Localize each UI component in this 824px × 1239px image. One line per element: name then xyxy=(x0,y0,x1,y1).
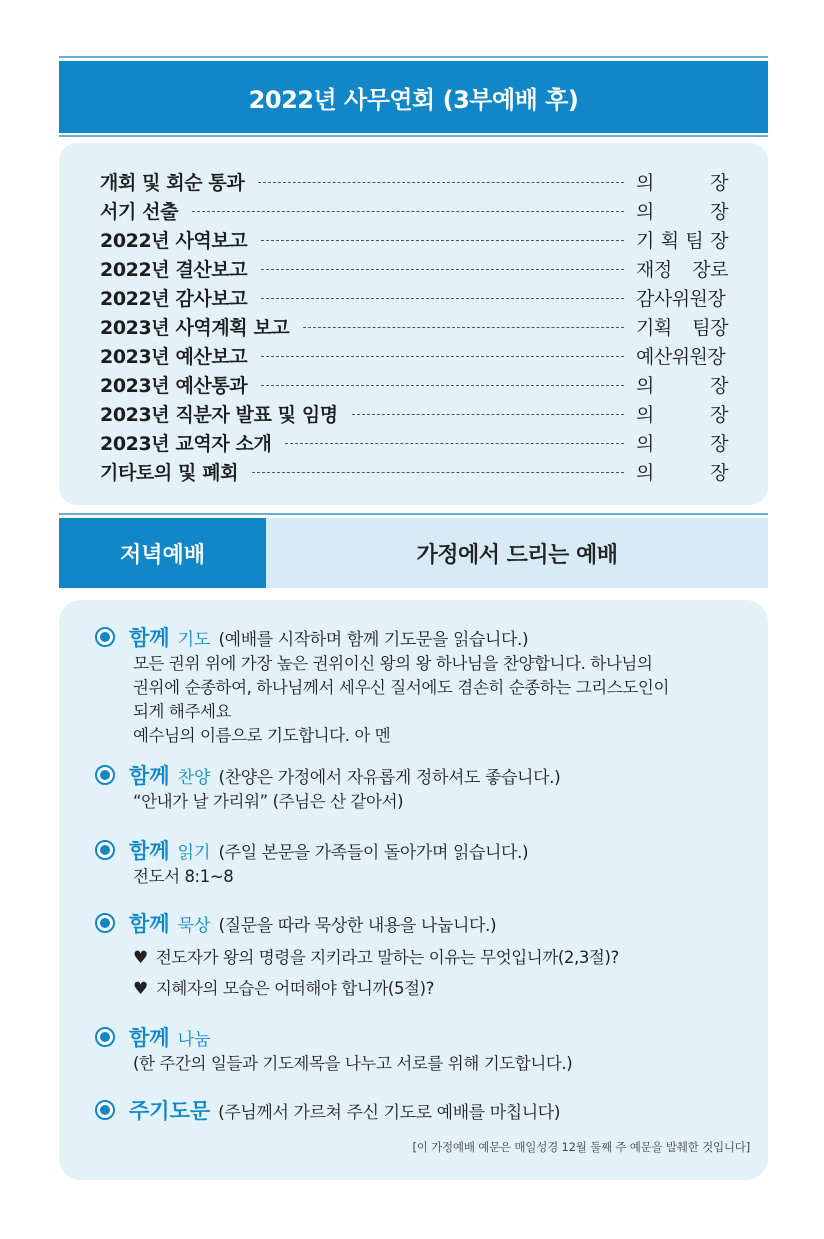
prayer-line: 권위에 순종하여, 하나님께서 세우신 질서에도 겸손히 순종하는 그리스도인이 xyxy=(133,678,670,697)
agenda-role: 예산위원장 xyxy=(636,345,726,368)
agenda-row xyxy=(100,254,728,282)
agenda-role: 의 장 xyxy=(636,171,728,194)
step-prayer xyxy=(95,622,748,748)
section-tag: 저녁예배 xyxy=(59,518,266,588)
step-sharing xyxy=(95,1022,748,1076)
step-subtitle: 나눔 xyxy=(177,1029,211,1050)
agenda-role: 기획 팀장 xyxy=(636,316,728,339)
dotted-leader xyxy=(352,414,624,415)
prayer-line: 모든 권위 위에 가장 높은 권위이신 왕의 왕 하나님을 찬양합니다. 하나님의 xyxy=(133,654,653,673)
sharing-note: (한 주간의 일들과 기도제목을 나누고 서로를 위해 기도합니다.) xyxy=(133,1054,573,1073)
step-subtitle: 찬양 xyxy=(177,767,211,788)
agenda-role: 감사위원장 xyxy=(636,287,726,310)
hymn-title: “안내가 날 가리워” (주님은 산 같아서) xyxy=(133,792,404,811)
heart-icon: ♥ xyxy=(133,947,148,968)
dotted-leader xyxy=(261,240,624,241)
agenda-row xyxy=(100,312,728,340)
agenda-row xyxy=(100,370,728,398)
step-meditation xyxy=(95,908,748,1004)
section-header xyxy=(59,518,768,588)
dotted-leader xyxy=(261,385,624,386)
agenda-role: 의 장 xyxy=(636,374,728,397)
question-text: 전도자가 왕의 명령을 지키라고 말하는 이유는 무엇입니까(2,3절)? xyxy=(155,947,619,967)
dotted-leader xyxy=(261,356,624,357)
step-subtitle: 읽기 xyxy=(177,842,211,863)
agenda-item: 개회 및 회순 통과 xyxy=(100,171,245,194)
step-lords-prayer xyxy=(95,1095,748,1125)
agenda-row xyxy=(100,283,728,311)
step-label: 주기도문 xyxy=(129,1099,211,1123)
circle-bullet-icon xyxy=(95,765,115,785)
step-note: (질문을 따라 묵상한 내용을 나눕니다.) xyxy=(218,915,497,936)
agenda-role: 의 장 xyxy=(636,461,728,484)
agenda-item: 서기 선출 xyxy=(100,200,179,223)
prayer-text xyxy=(133,652,748,748)
dotted-leader xyxy=(261,298,624,299)
step-label: 함께 xyxy=(129,1026,170,1050)
dotted-leader xyxy=(258,182,624,183)
step-subtitle: 기도 xyxy=(177,629,211,650)
circle-bullet-icon xyxy=(95,1100,115,1120)
circle-bullet-icon xyxy=(95,840,115,860)
step-label: 함께 xyxy=(129,626,170,650)
section-title: 가정에서 드리는 예배 xyxy=(416,542,618,568)
question-item xyxy=(133,942,748,973)
title-underline xyxy=(59,135,768,137)
agenda-row xyxy=(100,457,728,485)
worship-order xyxy=(59,600,768,1180)
step-note: (주일 본문을 가족들이 돌아가며 읽습니다.) xyxy=(218,842,529,863)
prayer-line: 되게 해주세요 xyxy=(133,702,232,721)
heart-icon: ♥ xyxy=(133,978,148,999)
dotted-leader xyxy=(303,327,624,328)
agenda-list xyxy=(59,143,768,505)
circle-bullet-icon xyxy=(95,1027,115,1047)
agenda-role: 재정 장로 xyxy=(636,258,728,281)
agenda-row xyxy=(100,167,728,195)
step-label: 함께 xyxy=(129,912,170,936)
agenda-item: 2022년 사역보고 xyxy=(100,229,248,252)
source-footnote: [이 가정예배 예문은 매일성경 12월 둘째 주 예문을 발췌한 것입니다] xyxy=(412,1140,750,1154)
circle-bullet-icon xyxy=(95,913,115,933)
agenda-item: 2023년 예산통과 xyxy=(100,374,248,397)
agenda-item: 기타토의 및 폐회 xyxy=(100,461,239,484)
question-item xyxy=(133,973,748,1004)
circle-bullet-icon xyxy=(95,627,115,647)
top-rule xyxy=(59,56,768,58)
agenda-item: 2022년 결산보고 xyxy=(100,258,248,281)
step-reading xyxy=(95,835,748,889)
question-text: 지혜자의 모습은 어떠해야 합니까(5절)? xyxy=(155,978,434,998)
scripture-reference: 전도서 8:1~8 xyxy=(133,867,234,886)
agenda-item: 2023년 교역자 소개 xyxy=(100,432,272,455)
agenda-row xyxy=(100,399,728,427)
step-note: (예배를 시작하며 함께 기도문을 읽습니다.) xyxy=(218,629,529,650)
agenda-role: 의 장 xyxy=(636,403,728,426)
agenda-item: 2023년 사역계획 보고 xyxy=(100,316,290,339)
agenda-row xyxy=(100,196,728,224)
dotted-leader xyxy=(252,472,624,473)
agenda-item: 2023년 예산보고 xyxy=(100,345,248,368)
dotted-leader xyxy=(285,443,624,444)
step-note: (주님께서 가르쳐 주신 기도로 예배를 마칩니다) xyxy=(218,1102,561,1123)
agenda-role: 기 획 팀 장 xyxy=(636,229,728,252)
section-top-rule xyxy=(59,513,768,515)
dotted-leader xyxy=(192,211,624,212)
agenda-row xyxy=(100,225,728,253)
page-title: 2022년 사무연회 (3부예배 후) xyxy=(59,61,768,133)
step-note: (찬양은 가정에서 자유롭게 정하셔도 좋습니다.) xyxy=(218,767,561,788)
agenda-item: 2022년 감사보고 xyxy=(100,287,248,310)
agenda-item: 2023년 직분자 발표 및 임명 xyxy=(100,403,338,426)
agenda-role: 의 장 xyxy=(636,432,728,455)
prayer-line: 예수님의 이름으로 기도합니다. 아 멘 xyxy=(133,726,391,745)
step-label: 함께 xyxy=(129,764,170,788)
agenda-row xyxy=(100,341,728,369)
dotted-leader xyxy=(261,269,624,270)
agenda-role: 의 장 xyxy=(636,200,728,223)
agenda-row xyxy=(100,428,728,456)
step-praise xyxy=(95,760,748,814)
step-label: 함께 xyxy=(129,839,170,863)
step-subtitle: 묵상 xyxy=(177,915,211,936)
